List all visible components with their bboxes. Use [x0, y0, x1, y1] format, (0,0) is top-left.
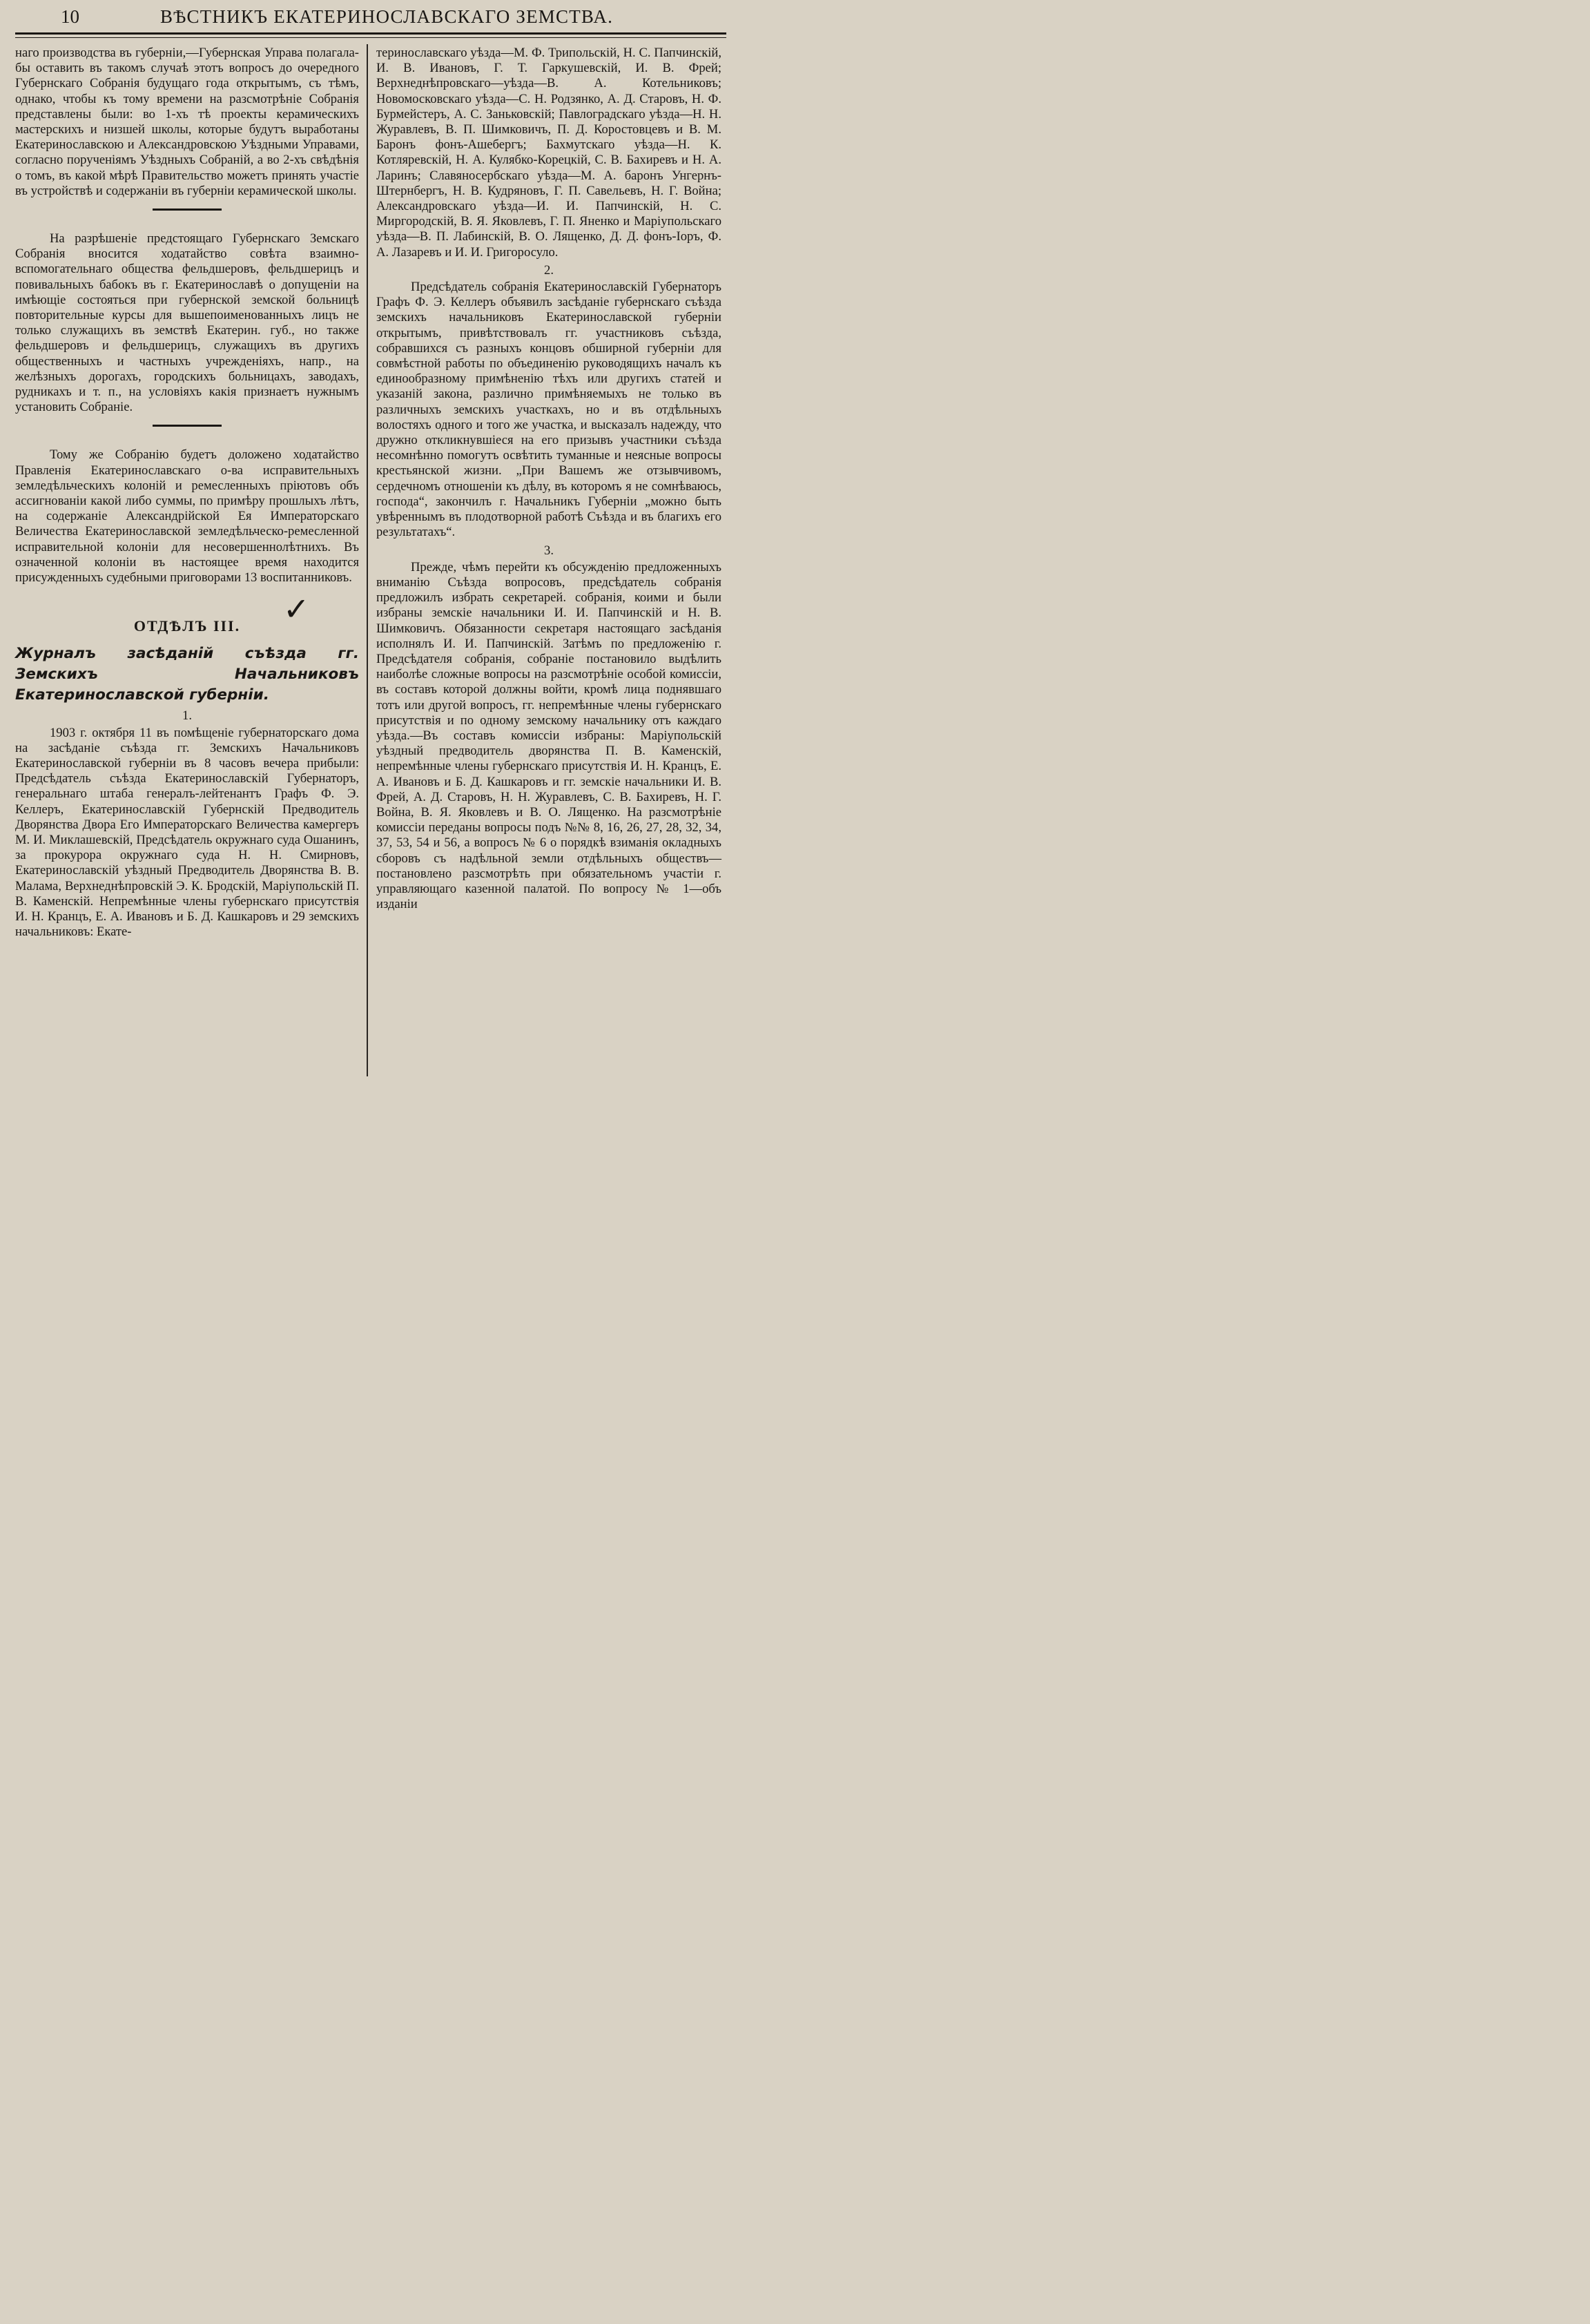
section-heading-text: ОТДѢЛЪ III.	[133, 617, 241, 635]
item-number-3: 3.	[544, 543, 554, 558]
separator-rule	[153, 425, 222, 427]
check-mark-icon: ✓	[283, 592, 310, 628]
paragraph-governor-opening: Предсѣдатель собранія Екатеринославскій Губернаторъ Графъ Ф. Э. Келлеръ объявилъ засѣданіе губернскаго съѣзда земскихъ начальниковъ Екатеринославской губерніи открытымъ, привѣтствовалъ гг. участниковъ съѣзда, собравшихся съ разныхъ концовъ обширной губерніи для совмѣстной работы по объединенію руководящихъ началъ къ единообразному примѣненію тѣхъ или другихъ статей и указаній закона, различно примѣняемыхъ не только въ различныхъ земскихъ участкахъ, но и въ отдѣльныхъ волостяхъ одного и того же участка, и высказалъ надежду, что дружно откликнувшіеся на его призывъ участники съѣзда несомнѣнно помогутъ освѣтить туманные и неясные вопросы крестьянской жизни. „При Вашемъ же отзывчивомъ, сердечномъ отношеніи къ дѣлу, въ которомъ я не сомнѣваюсь, господа“, закончилъ г. Начальникъ Губерніи „можно быть увѣреннымъ въ плодотворной работѣ Съѣзда и въ благихъ его результатахъ“.	[376, 280, 721, 540]
left-column	[15, 46, 359, 940]
paragraph-colony-petition: Тому же Собранію будетъ доложено ходатайство Правленія Екатеринославскаго о-ва исправительныхъ земледѣльческихъ колоній и ремесленныхъ пріютовъ объ ассигнованіи какой либо суммы, по примѣру прошлыхъ лѣтъ, на содержаніе Александрійской Ея Императорскаго Величества Екатеринославской земледѣльческо-ремесленной исправительной колоніи для несовершеннолѣтнихъ. Въ означенной колоніи въ настоящее время находится присужденныхъ судебными приговорами 13 воспитанниковъ.	[15, 447, 359, 585]
header-rule-thin	[15, 37, 726, 38]
paragraph-attendee-list: теринославскаго уѣзда—М. Ф. Трипольскій, Н. С. Папчинскій, И. В. Ивановъ, Г. Т. Гаркушевскій, И. В. Фрей; Верхнеднѣпровскаго—уѣзда—В. А. Котельниковъ; Новомосковскаго уѣзда—С. Н. Родзянко, А. Д. Старовъ, Н. Ф. Бурмейстеръ, А. С. Заньковскій; Павлоградскаго уѣзда—Н. Н. Журавлевъ, В. П. Шимковичъ, П. Д. Коростовцевъ и В. М. Баронъ фонъ-Ашебергъ; Бахмутскаго уѣзда—Н. К. Котляревскій, Н. А. Кулябко-Корецкій, С. В. Бахиревъ и Н. А. Ларинъ; Славяносербскаго уѣзда—М. А. баронъ Унгернъ-Штернбергъ, Н. В. Кудряновъ, Г. П. Савельевъ, Н. Г. Война; Александровскаго уѣзда—И. И. Папчинскій, Н. С. Миргородскій, В. Я. Яковлевъ, Г. П. Яненко и Маріупольскаго уѣзда—В. П. Лабинскій, В. О. Лященко, Д. Д. фонъ-Іоръ, Ф. А. Лазаревъ и И. И. Григоросуло.	[376, 46, 721, 260]
paragraph-feldsher-courses: На разрѣшеніе предстоящаго Губернскаго Земскаго Собранія вносится ходатайство совѣта взаимно-вспомогательнаго общества фельдшеровъ, фельдшерицъ и повивальныхъ бабокъ въ г. Екатеринославѣ о допущеніи на имѣющіе состояться при губернской земской больницѣ повторительные курсы для вышепоименованныхъ лицъ не только служащихъ въ земствѣ Екатерин. губ., но также фельдшеровъ и фельдшерицъ, служащихъ въ другихъ общественныхъ и частныхъ учрежденіяхъ, напр., на желѣзныхъ дорогахъ, городскихъ больницахъ, заводахъ, рудникахъ и т. п., на условіяхъ какія признаетъ нужнымъ установить Собраніе.	[15, 231, 359, 415]
paragraph-attendees: 1903 г. октября 11 въ помѣщеніе губернаторскаго дома на засѣданіе съѣзда гг. Земскихъ Начальниковъ Екатеринославской губерніи въ 8 часовъ вечера прибыли: Предсѣдатель съѣзда Екатеринославскій Губернаторъ, генеральнаго штаба генералъ-лейтенантъ Графъ Ф. Э. Келлеръ, Екатеринославскій Губернскій Предводитель Дворянства Двора Его Императорскаго Величества камергеръ М. И. Миклашевскій, Предсѣдатель окружнаго суда Ошанинъ, за прокурора окружнаго суда Н. Н. Смирновъ, Екатеринославскій уѣздный Предводитель Дворянства В. В. Малама, Верхнеднѣпровскій Э. К. Бродскій, Маріупольскій П. В. Каменскій. Непремѣнные члены губернскаго присутствія И. Н. Кранцъ, Е. А. Ивановъ и Б. Д. Кашкаровъ и 29 земскихъ начальниковъ: Екате-	[15, 725, 359, 940]
page-header	[0, 0, 741, 33]
section-heading	[15, 592, 359, 635]
column-divider	[367, 44, 368, 1076]
journal-title: Журналъ засѣданій съѣзда гг. Земскихъ Начальниковъ Екатеринославской губерніи.	[15, 645, 359, 704]
paragraph-ceramic-school: наго производства въ губерніи,—Губернская Управа полагала-бы оставить въ такомъ случаѣ этотъ вопросъ до очередного Губернскаго Собранія будущаго года открытымъ, съ тѣмъ, однако, чтобы къ тому времени на разсмотрѣніе Собранія представлены были: во 1-хъ тѣ проекты керамическихъ мастерскихъ и низшей школы, которые будутъ выработаны Екатеринославскою и Александровскою Уѣздными Управами, согласно порученіямъ Уѣздныхъ Собраній, а во 2-хъ свѣдѣнія о томъ, въ какой мѣрѣ Правительство можетъ принять участіе въ устройствѣ и содержаніи въ губерніи керамической школы.	[15, 46, 359, 198]
page-number: 10	[61, 6, 79, 27]
running-title: ВѢСТНИКЪ ЕКАТЕРИНОСЛАВСКАГО ЗЕМСТВА.	[160, 6, 614, 27]
separator-rule	[153, 209, 222, 211]
item-number-1: 1.	[182, 708, 192, 724]
item-number-2: 2.	[544, 262, 554, 278]
header-rule	[15, 32, 726, 35]
paragraph-commission: Прежде, чѣмъ перейти къ обсужденію предложенныхъ вниманію Съѣзда вопросовъ, предсѣдатель собранія предложилъ избрать секретарей. собранія, коими и были избраны земскіе начальники И. И. Папчинскій и Н. В. Шимковичъ. Обязанности секретаря настоящаго засѣданія исполнялъ И. И. Папчинскій. Затѣмъ по предложенію г. Предсѣдателя собранія, собраніе постановило выдѣлить наиболѣе сложные вопросы на разсмотрѣніе особой комиссіи, въ составъ которой должны войти, кромѣ лица поднявшаго тотъ или другой вопросъ, гг. непремѣнные члены губернскаго присутствія и по одному земскому начальнику отъ каждаго уѣзда.—Въ составъ комиссіи избраны: Маріупольскій уѣздный предводитель дворянства П. В. Каменскій, непремѣнные члены губернскаго присутствія И. Н. Кранцъ, Е. А. Ивановъ и Б. Д. Кашкаровъ и гг. земскіе начальники И. В. Фрей, А. Д. Старовъ, Н. Н. Журавлевъ, С. В. Бахиревъ, Н. Г. Война, В. Я. Яковлевъ и В. О. Лященко. На разсмотрѣніе комиссіи переданы вопросы подъ №№ 8, 16, 26, 27, 28, 32, 34, 37, 53, 54 и 56, а вопросъ № 6 о порядкѣ взиманія окладныхъ сборовъ съ надѣльной земли отдѣльныхъ обществъ—постановлено разсмотрѣть при обязательномъ участіи г. управляющаго казенной палатой. По вопросу № 1—объ изданіи	[376, 559, 721, 912]
right-column	[376, 46, 721, 912]
